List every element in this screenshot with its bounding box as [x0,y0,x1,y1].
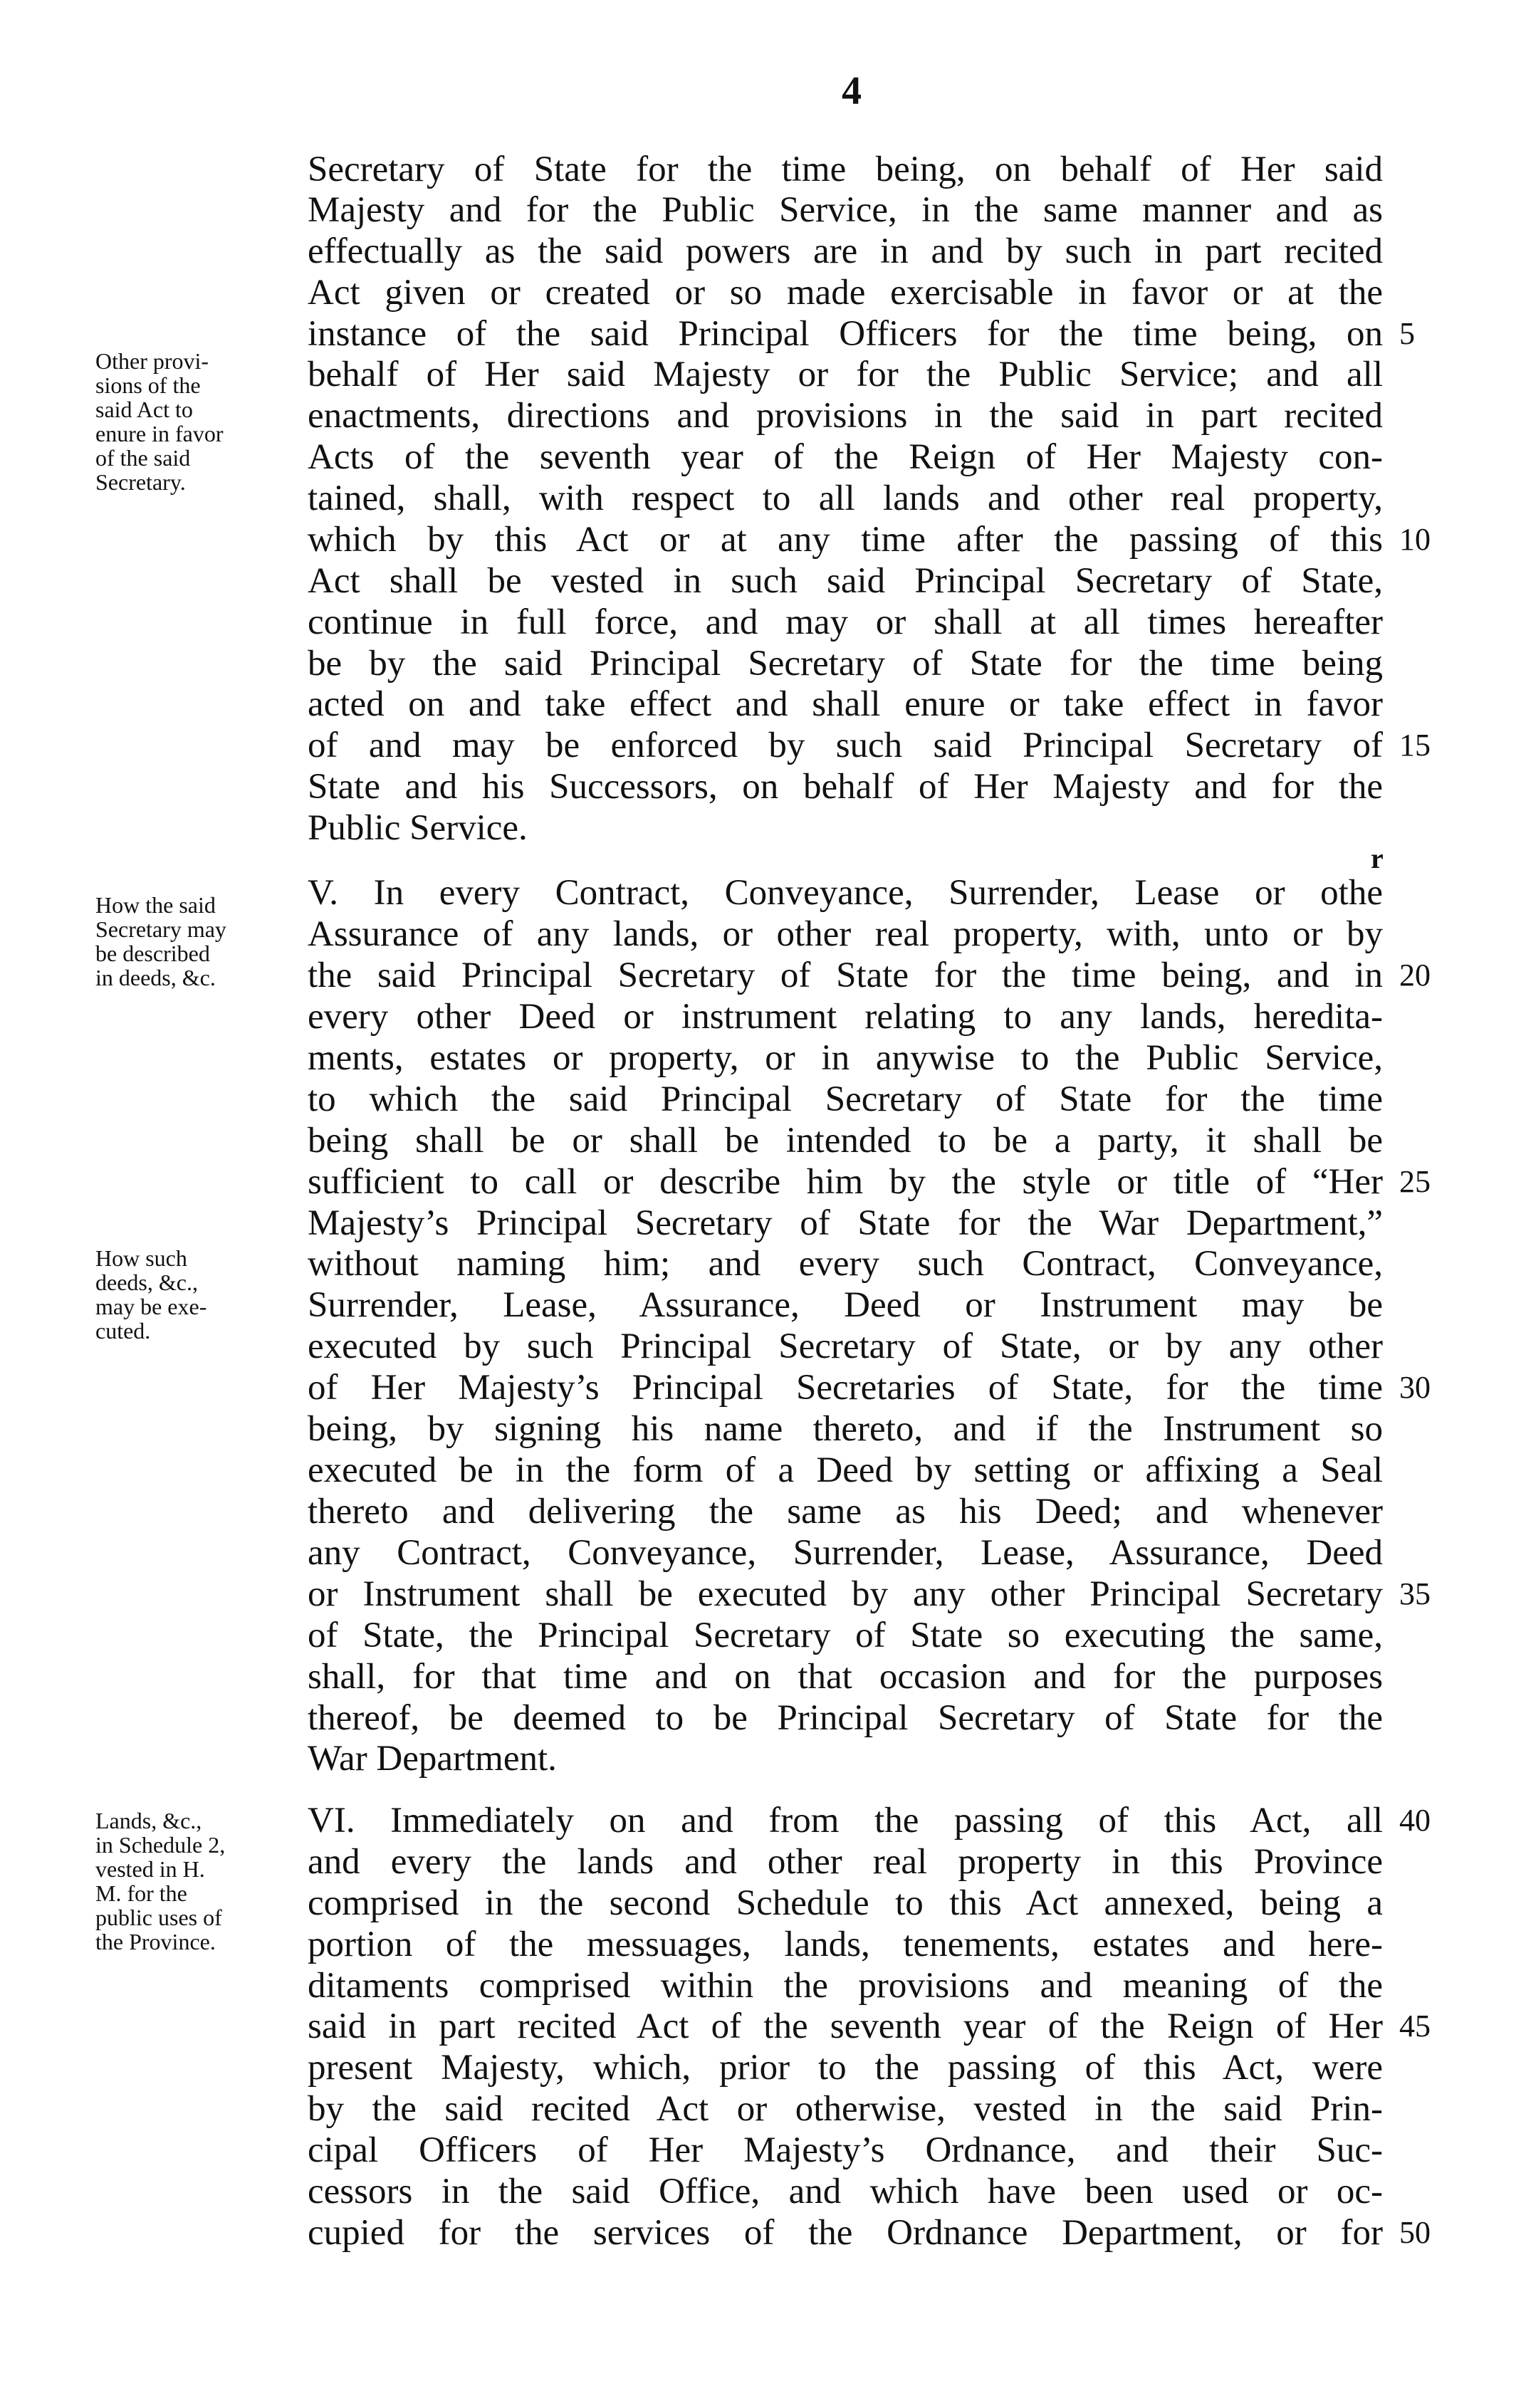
text-line: Act given or created or so made exercisable in favor or at the [308,273,1383,313]
line-number: 5 [1399,316,1415,351]
text-line: cupied for the services of the Ordnance Department, or for [308,2213,1383,2253]
sidenote-line: vested in H. [95,1856,205,1882]
sidenote-line: in Schedule 2, [95,1832,226,1858]
text-line: executed be in the form of a Deed by setting or affixing a Seal [308,1450,1383,1490]
text-line: Act shall be vested in such said Principal Secretary of State, [308,561,1383,601]
sidenote-line: public uses of [95,1905,222,1930]
sidenote-line: How such [95,1245,187,1271]
line-number: 20 [1399,958,1431,993]
line-number: 50 [1399,2215,1431,2250]
text-line: ments, estates or property, or in anywise to the Public Service, [308,1038,1383,1078]
text-line: said in part recited Act of the seventh year of the Reign of Her [308,2006,1383,2046]
text-line: Assurance of any lands, or other real property, with, unto or by [308,914,1383,954]
sidenote-line: sions of the [95,372,201,398]
text-line: of State, the Principal Secretary of State so executing the same, [308,1616,1383,1655]
text-line: without naming him; and every such Contract, Conveyance, [308,1244,1383,1284]
sidenote-line: Other provi- [95,348,209,374]
sidenote-line: Secretary may [95,916,226,942]
line-number: 25 [1399,1164,1431,1199]
line-number: 45 [1399,2009,1431,2043]
sidenote-line: cuted. [95,1318,151,1344]
text-line: Secretary of State for the time being, on behalf of Her said [308,150,1383,189]
text-line: War Department. [308,1739,557,1779]
text-line: enactments, directions and provisions in the said in part recited [308,396,1383,436]
sidenote-line: may be exe- [95,1294,207,1319]
text-line: of Her Majesty’s Principal Secretaries of State, for the time [308,1368,1383,1408]
sidenote-how-secretary-described [95,893,226,990]
text-line: being, by signing his name thereto, and if the Instrument so [308,1409,1383,1449]
text-line: Majesty and for the Public Service, in the same manner and as [308,190,1383,230]
text-line: cessors in the said Office, and which have been used or oc- [308,2172,1383,2211]
stray-mark: r [1371,842,1384,874]
sidenote-how-deeds-executed [95,1246,207,1343]
text-line: which by this Act or at any time after the passing of this [308,520,1383,560]
sidenote-line: said Act to [95,397,193,422]
line-number: 10 [1399,522,1431,557]
text-line: Acts of the seventh year of the Reign of Her Majesty con- [308,437,1383,477]
sidenote-line: enure in favor [95,421,224,446]
sidenote-line: M. for the [95,1880,187,1906]
text-line: any Contract, Conveyance, Surrender, Lease, Assurance, Deed [308,1533,1383,1573]
text-line: Public Service. [308,808,528,848]
sidenote-other-provisions [95,349,223,494]
text-line: ditaments comprised within the provisions and meaning of the [308,1966,1383,2006]
sidenote-line: be described [95,941,210,966]
text-line: every other Deed or instrument relating to any lands, heredita- [308,997,1383,1037]
sidenote-line: of the said [95,445,191,471]
text-line: continue in full force, and may or shall at all times hereafter [308,602,1383,642]
sidenote-line: the Province. [95,1929,216,1954]
sidenote-line: How the said [95,892,216,918]
text-line: executed by such Principal Secretary of State, or by any other [308,1326,1383,1366]
text-line: be by the said Principal Secretary of State for the time being [308,644,1383,684]
text-line: portion of the messuages, lands, tenements, estates and here- [308,1925,1383,1964]
sidenote-line: in deeds, &c. [95,965,216,990]
text-line: shall, for that time and on that occasion and for the purposes [308,1657,1383,1697]
text-line: comprised in the second Schedule to this Act annexed, being a [308,1883,1383,1923]
text-line: of and may be enforced by such said Principal Secretary of [308,726,1383,765]
text-line: V. In every Contract, Conveyance, Surrender, Lease or othe [308,873,1383,913]
text-line: sufficient to call or describe him by the style or title of “Her [308,1162,1383,1202]
text-line: the said Principal Secretary of State for the time being, and in [308,956,1383,995]
line-number: 35 [1399,1576,1431,1611]
line-number: 30 [1399,1370,1431,1405]
page-number: 4 [842,69,862,113]
text-line: behalf of Her said Majesty or for the Public Service; and all [308,355,1383,394]
sidenote-line: Lands, &c., [95,1808,202,1833]
line-number: 40 [1399,1803,1431,1838]
sidenote-line: Secretary. [95,469,186,495]
text-line: Majesty’s Principal Secretary of State for the War Department,” [308,1203,1383,1243]
text-line: and every the lands and other real property in this Province [308,1842,1383,1882]
sidenote-line: deeds, &c., [95,1270,198,1295]
text-line: being shall be or shall be intended to be a party, it shall be [308,1121,1383,1161]
text-line: State and his Successors, on behalf of Her Majesty and for the [308,767,1383,807]
line-number: 15 [1399,728,1431,763]
text-line: acted on and take effect and shall enure or take effect in favor [308,684,1383,724]
text-line: by the said recited Act or otherwise, vested in the said Prin- [308,2089,1383,2129]
text-line: to which the said Principal Secretary of State for the time [308,1079,1383,1119]
sidenote-lands-vested [95,1808,225,1954]
text-line: VI. Immediately on and from the passing of this Act, all [308,1801,1383,1841]
text-line: effectually as the said powers are in and by such in part recited [308,231,1383,271]
text-line: instance of the said Principal Officers for the time being, on [308,314,1383,354]
text-line: Surrender, Lease, Assurance, Deed or Instrument may be [308,1285,1383,1325]
text-line: cipal Officers of Her Majesty’s Ordnance, and their Suc- [308,2130,1383,2170]
text-line: or Instrument shall be executed by any other Principal Secretary [308,1574,1383,1614]
text-line: present Majesty, which, prior to the passing of this Act, were [308,2048,1383,2088]
text-line: thereof, be deemed to be Principal Secretary of State for the [308,1698,1383,1738]
text-line: tained, shall, with respect to all lands and other real property, [308,478,1383,518]
text-line: thereto and delivering the same as his Deed; and whenever [308,1492,1383,1532]
